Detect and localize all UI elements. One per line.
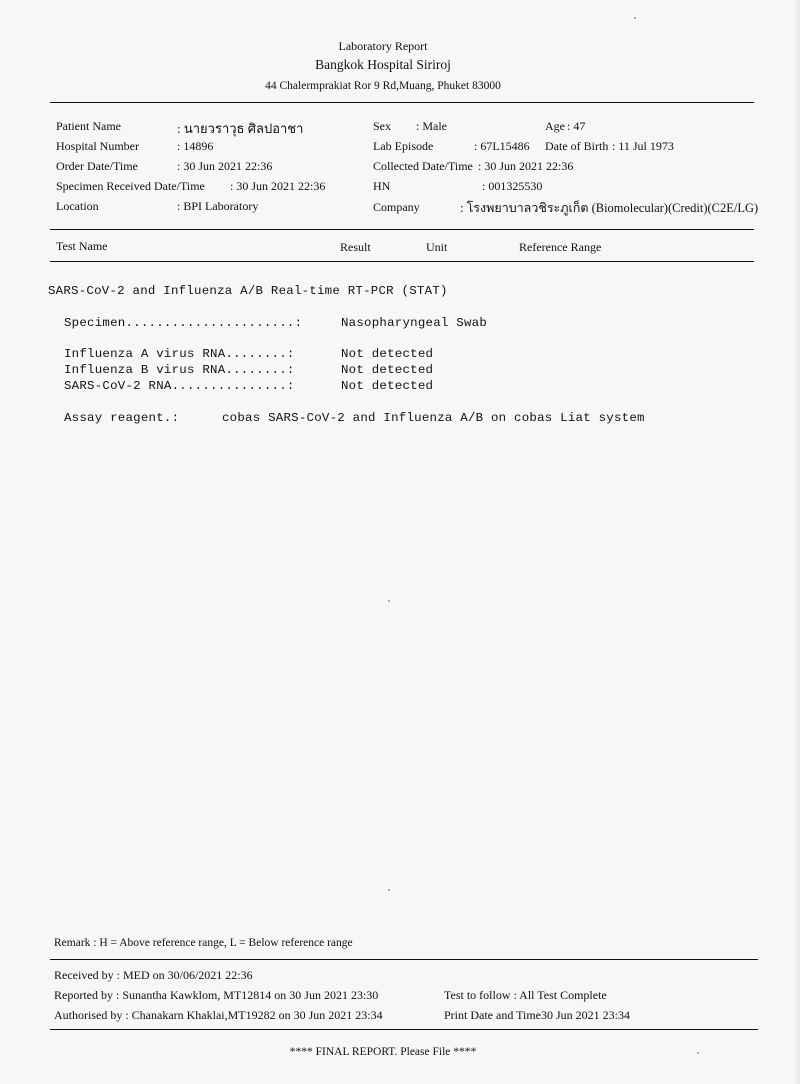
location-value: : BPI Laboratory [177, 199, 259, 213]
dob-label: Date of Birth [545, 139, 609, 153]
age-value: : 47 [567, 119, 586, 133]
scan-speck [388, 600, 390, 602]
col-unit: Unit [426, 240, 448, 254]
result-value: Not detected [341, 379, 434, 393]
header-divider [50, 102, 754, 103]
sex-label: Sex [373, 119, 391, 133]
patient-name-value: : นายวราวุธ ศิลปอาชา [177, 121, 304, 136]
scan-speck [634, 17, 636, 19]
assay-reagent-label: Assay reagent.: [64, 411, 180, 425]
sex-value: : Male [416, 119, 447, 133]
order-datetime-label: Order Date/Time [56, 159, 138, 173]
hospital-name: Bangkok Hospital Siriroj [315, 57, 451, 72]
col-reference-range: Reference Range [519, 240, 602, 254]
footer-divider-bottom [50, 1029, 758, 1030]
hospital-address: 44 Chalermprakiat Ror 9 Rd,Muang, Phuket 83000 [265, 80, 501, 92]
assay-reagent-value: cobas SARS-CoV-2 and Influenza A/B on cobas Liat system [222, 411, 645, 425]
hn-value: : 001325530 [482, 179, 543, 193]
dob-value: : 11 Jul 1973 [612, 139, 674, 153]
remark-text: Remark : H = Above reference range, L = Below reference range [54, 937, 353, 949]
panel-title: SARS-CoV-2 and Influenza A/B Real-time RT-PCR (STAT) [48, 284, 448, 298]
result-label: SARS-CoV-2 RNA...............: [64, 379, 295, 393]
received-by: Received by : MED on 30/06/2021 22:36 [54, 968, 253, 982]
hospital-number-label: Hospital Number [56, 139, 139, 153]
company-label: Company [373, 200, 420, 214]
test-to-follow: Test to follow : All Test Complete [444, 988, 607, 1002]
order-datetime-value: : 30 Jun 2021 22:36 [177, 159, 273, 173]
patient-name-label: Patient Name [56, 119, 121, 133]
location-label: Location [56, 199, 99, 213]
scan-speck [388, 889, 390, 891]
col-result: Result [340, 240, 371, 254]
columns-divider [50, 261, 754, 262]
lab-episode-label: Lab Episode [373, 139, 434, 153]
specimen-value: Nasopharyngeal Swab [341, 316, 488, 330]
report-title: Laboratory Report [338, 39, 428, 53]
col-test-name: Test Name [56, 239, 108, 253]
print-datetime: Print Date and Time30 Jun 2021 23:34 [444, 1008, 631, 1022]
result-value: Not detected [341, 363, 434, 377]
result-label: Influenza A virus RNA........: [64, 347, 295, 361]
page-edge-shadow [794, 0, 800, 1084]
collected-datetime-label: Collected Date/Time [373, 159, 473, 173]
collected-datetime-value: : 30 Jun 2021 22:36 [478, 159, 574, 173]
company-value: : โรงพยาบาลวชิระภูเก็ต (Biomolecular)(Credit)(C2E/LG) [460, 201, 759, 215]
lab-episode-value: : 67L15486 [474, 139, 530, 153]
specimen-received-value: : 30 Jun 2021 22:36 [230, 179, 326, 193]
hn-label: HN [373, 179, 391, 193]
specimen-received-label: Specimen Received Date/Time [56, 179, 205, 193]
authorised-by: Authorised by : Chanakarn Khaklai,MT19282 on 30 Jun 2021 23:34 [54, 1008, 383, 1022]
result-label: Influenza B virus RNA........: [64, 363, 295, 377]
hospital-number-value: : 14896 [177, 139, 214, 153]
patient-divider [50, 229, 754, 230]
footer-divider-top [50, 959, 758, 960]
result-value: Not detected [341, 347, 434, 361]
specimen-label: Specimen......................: [64, 316, 303, 330]
age-label: Age [545, 119, 565, 133]
final-report-note: **** FINAL REPORT. Please File **** [289, 1046, 477, 1058]
reported-by: Reported by : Sunantha Kawklom, MT12814 on 30 Jun 2021 23:30 [54, 988, 379, 1002]
